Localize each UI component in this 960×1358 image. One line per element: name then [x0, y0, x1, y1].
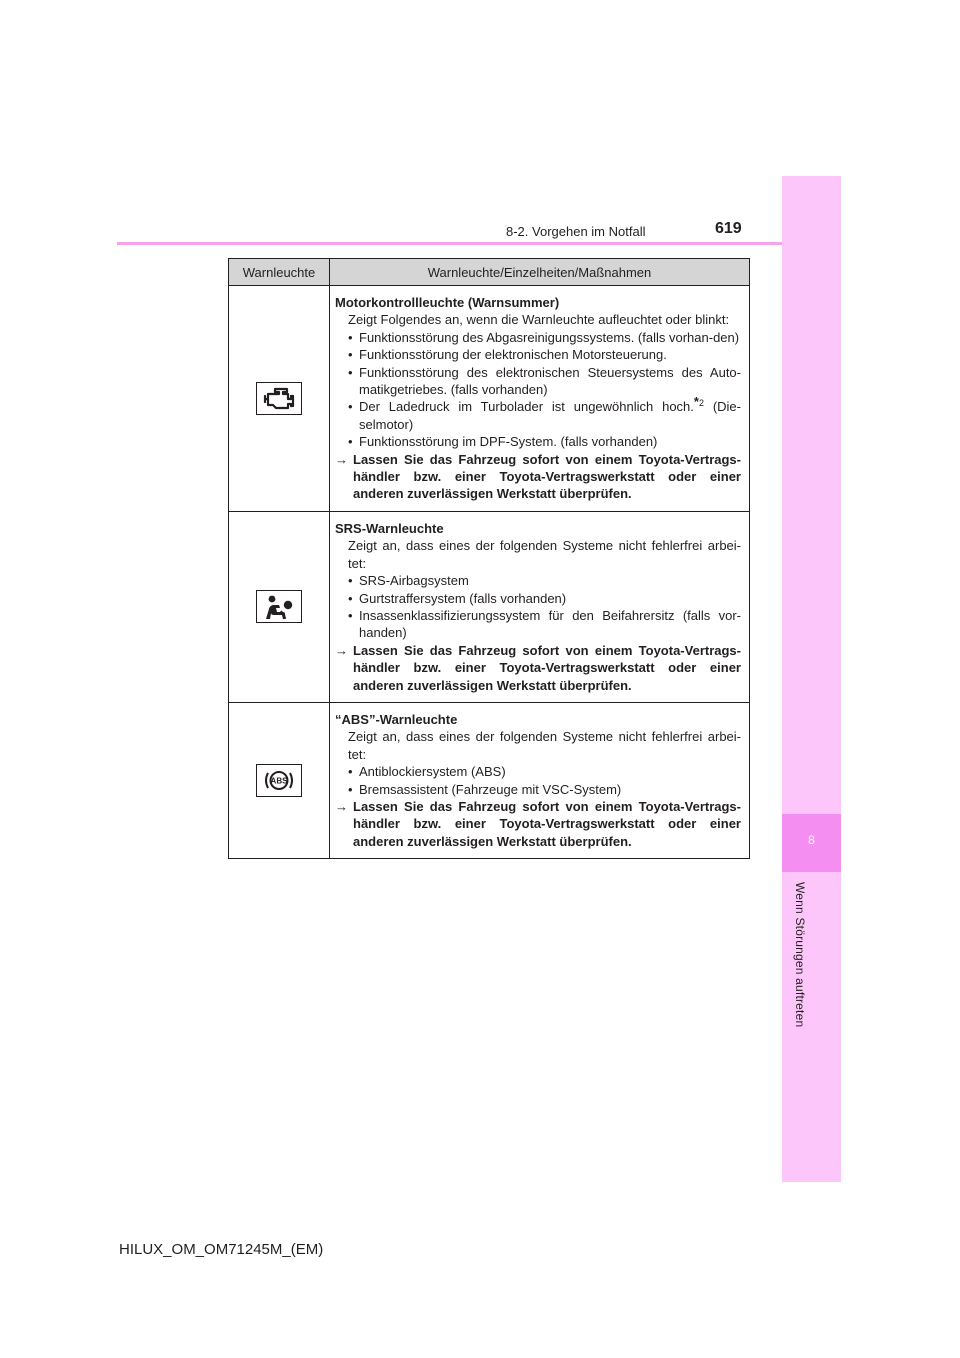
warning-bullet-list [335, 763, 741, 798]
list-item: • Bremsassistent (Fahrzeuge mit VSC-System) [347, 781, 741, 798]
warning-bullet-list [335, 572, 741, 642]
warning-details-cell [330, 286, 750, 512]
list-item: • SRS-Airbagsystem [347, 572, 741, 589]
srs-airbag-icon [256, 590, 302, 623]
list-item-text: Der Ladedruck im Turbolader ist ungewöhnlich hoch. [359, 399, 694, 415]
warning-action: → Lassen Sie das Fahrzeug sofort von einem Toyota-Vertrags-händler bzw. einer Toyota-Vertragswerkstatt oder einer anderen zuverlässigen Werkstatt überprüfen. [335, 451, 741, 502]
list-item: • Funktionsstörung des Abgasreinigungssystems. (falls vorhan-den) [347, 329, 741, 346]
icon-cell [229, 702, 330, 858]
column-header-details: Warnleuchte/Einzelheiten/Maßnahmen [330, 259, 750, 286]
list-item: • Funktionsstörung im DPF-System. (falls vorhanden) [347, 433, 741, 450]
list-item: • Antiblockiersystem (ABS) [347, 763, 741, 780]
warning-light-table [228, 258, 750, 859]
warning-description: Zeigt an, dass eines der folgenden Systeme nicht fehlerfrei arbei-tet: [348, 729, 741, 762]
warning-title: “ABS”-Warnleuchte [335, 711, 458, 727]
warning-details-cell [330, 511, 750, 702]
chapter-title: Wenn Störungen auftreten [793, 882, 807, 1028]
abs-icon [256, 764, 302, 797]
footnote-reference: *2 [693, 394, 704, 410]
warning-title: Motorkontrollleuchte (Warnsummer) [335, 295, 560, 310]
list-item: • Gurtstraffersystem (falls vorhanden) [347, 590, 741, 607]
warning-description: Zeigt an, dass eines der folgenden Systeme nicht fehlerfrei arbei-tet: [348, 538, 741, 571]
list-item: • Funktionsstörung der elektronischen Motorsteuerung. [347, 346, 741, 363]
document-code: HILUX_OM_OM71245M_(EM) [119, 1241, 324, 1258]
arrow-right-icon: → [335, 642, 348, 658]
arrow-right-icon: → [335, 798, 348, 814]
warning-action: → Lassen Sie das Fahrzeug sofort von einem Toyota-Vertrags-händler bzw. einer Toyota-Vertragswerkstatt oder einer anderen zuverlässigen Werkstatt überprüfen. [335, 642, 741, 693]
warning-bullet-list [335, 329, 741, 451]
list-item: • Funktionsstörung des elektronischen Steuersystems des Auto-matikgetriebes. (falls vorhanden) [347, 364, 741, 399]
list-item-text-cont: (Die-selmotor) [359, 399, 741, 432]
icon-cell [229, 511, 330, 702]
page-number: 619 [715, 220, 742, 237]
warning-action: → Lassen Sie das Fahrzeug sofort von einem Toyota-Vertrags-händler bzw. einer Toyota-Vertragswerkstatt oder einer anderen zuverlässigen Werkstatt überprüfen. [335, 798, 741, 849]
list-item [347, 394, 741, 433]
arrow-right-icon: → [335, 451, 348, 467]
table-row [229, 286, 750, 512]
check-engine-icon [256, 382, 302, 415]
abs-icon-text: ABS [270, 776, 288, 786]
warning-description: Zeigt Folgendes an, wenn die Warnleuchte aufleuchtet oder blinkt: [348, 312, 730, 328]
table-header-row [229, 259, 750, 286]
icon-cell [229, 286, 330, 512]
list-item: • Insassenklassifizierungssystem für den Beifahrersitz (falls vor-handen) [347, 607, 741, 642]
warning-details-cell [330, 702, 750, 858]
header-rule [117, 242, 782, 245]
column-header-warnleuchte: Warnleuchte [229, 259, 330, 286]
warning-title: SRS-Warnleuchte [335, 520, 444, 536]
chapter-number: 8 [808, 833, 815, 847]
table-row [229, 511, 750, 702]
header-section-title: 8-2. Vorgehen im Notfall [506, 224, 646, 239]
table-row [229, 702, 750, 858]
